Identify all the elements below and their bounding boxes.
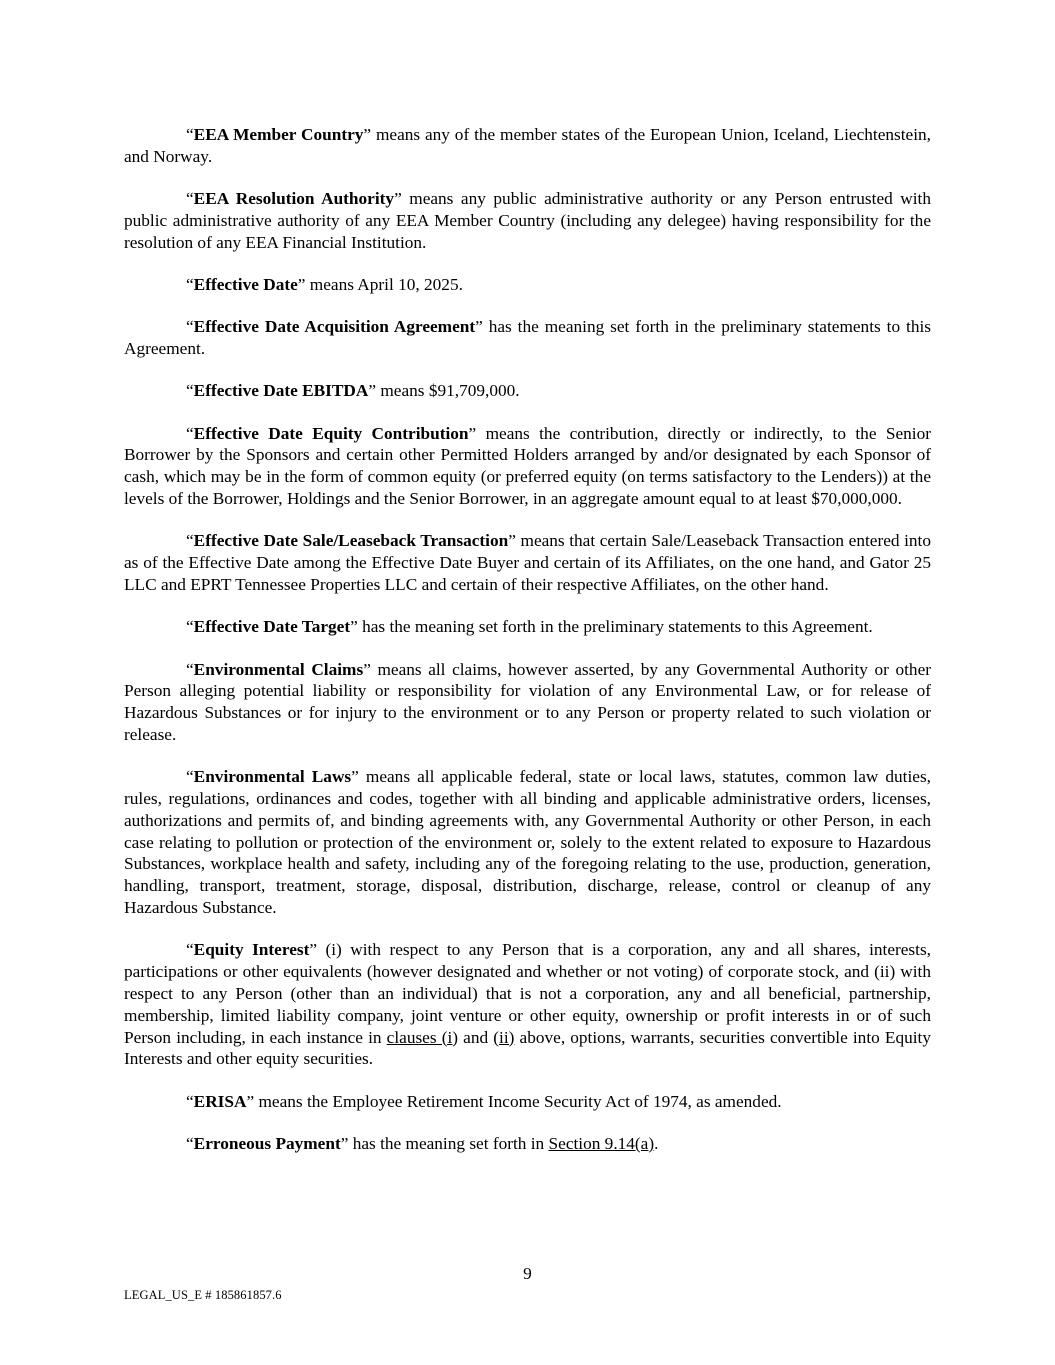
definition-text: means any public administrative authority or any Person entrusted with public administrative authority of any EEA Member Country (including any delegee) having responsibility for the resolution of any EEA Financial Institution. [124,189,931,252]
definition-erroneous-payment [124,1133,931,1155]
definition-effective-date-acquisition-agreement [124,316,931,360]
open-quote: “ [186,274,194,294]
close-quote: ” [246,1091,255,1111]
defined-term: Effective Date Equity Contribution [193,423,469,443]
definition-text: means the Employee Retirement Income Security Act of 1974, as amended. [254,1091,782,1111]
close-quote: ” [363,125,372,144]
defined-term: Environmental Laws [193,767,352,787]
close-quote: ” [350,617,358,637]
definition-text: above, options, warrants, securities convertible into Equity Interests and other equity securities. [124,1027,931,1069]
definition-effective-date-sale-leaseback-transaction [124,530,931,595]
defined-term: Environmental Claims [193,659,364,679]
open-quote: “ [186,189,194,209]
close-quote: ” [475,317,483,337]
defined-term: Erroneous Payment [193,1133,341,1153]
defined-term: Effective Date Acquisition Agreement [193,317,476,337]
definition-effective-date [124,274,931,296]
defined-term: Effective Date Sale/Leaseback Transaction [193,531,509,551]
definition-text: has the meaning set forth in the preliminary statements to this Agreement. [124,317,931,359]
definition-eea-resolution-authority [124,188,931,253]
defined-term: EEA Member Country [193,125,364,144]
close-quote: ” [368,381,377,401]
definition-text: means all applicable federal, state or local laws, statutes, common law duties, rules, regulations, ordinances and codes, together with all binding and applicable administrative orders, licenses, authorizations and permits of, and binding agreements with, any Governmental Authority or other Person, in each case relating to pollution or protection of the environment or, solely to the extent related to exposure to Hazardous Substances, workplace health and safety, including any of the foregoing relating to the use, production, generation, handling, transport, treatment, storage, disposal, distribution, discharge, release, control or cleanup of any Hazardous Substance. [124,767,931,918]
definition-text: means $91,709,000. [376,381,520,401]
defined-term: Equity Interest [193,940,310,960]
defined-term: ERISA [193,1091,247,1111]
definition-text: . [654,1133,659,1153]
definition-text: has the meaning set forth in [348,1133,549,1153]
open-quote: “ [186,617,194,637]
open-quote: “ [186,1133,194,1153]
definition-equity-interest [124,939,931,1070]
close-quote: ” [297,274,306,294]
open-quote: “ [186,1091,194,1111]
definitions-section [124,124,931,1175]
definition-effective-date-ebitda [124,380,931,402]
clause-reference-link[interactable]: clauses (i) [386,1027,459,1047]
close-quote: ” [468,423,477,443]
definition-eea-member-country [124,124,931,168]
definition-text: means any of the member states of the European Union, Iceland, Liechtenstein, and Norway. [124,125,931,166]
defined-term: Effective Date [193,274,298,294]
definition-text: means the contribution, directly or indirectly, to the Senior Borrower by the Sponsors and certain other Permitted Holders arranged by and/or designated by each Sponsor of cash, which may be in the form of common equity (or preferred equity (on terms satisfactory to the Lenders)) at the levels of the Borrower, Holdings and the Senior Borrower, in an aggregate amount equal to at least $70,000,000. [124,423,931,509]
open-quote: “ [186,531,194,551]
definition-text: means all claims, however asserted, by any Governmental Authority or other Person alleging potential liability or responsibility for violation of any Environmental Law, or for release of Hazardous Substances or for injury to the environment or to any Person or property related to such violation or release. [124,659,931,744]
close-quote: ” [363,659,371,679]
section-reference-link[interactable]: Section 9.14(a) [548,1133,655,1153]
page-number: 9 [523,1264,532,1283]
definition-text: (i) with respect to any Person that is a corporation, any and all shares, interests, participations or other equivalents (however designated and whether or not voting) of corporate stock, and (ii) with respect to any Person (other than an individual) that is not a corporation, any and all beneficial, partnership, membership, limited liability company, joint venture or other equity, ownership or profit interests in or of such Person including, in each instance in [124,940,931,1047]
close-quote: ” [340,1133,349,1153]
close-quote: ” [394,189,402,209]
definition-environmental-laws [124,766,931,919]
open-quote: “ [186,767,194,787]
definition-text: means April 10, 2025. [305,274,463,294]
definition-text: and [458,1027,494,1047]
definition-text: means that certain Sale/Leaseback Transaction entered into as of the Effective Date among the Effective Date Buyer and certain of its Affiliates, on the one hand, and Gator 25 LLC and EPRT Tennessee Properties LLC and certain of their respective Affiliates, on the other hand. [124,531,931,594]
open-quote: “ [186,940,194,960]
open-quote: “ [186,381,194,401]
defined-term: Effective Date EBITDA [193,381,369,401]
defined-term: EEA Resolution Authority [193,189,395,209]
definition-environmental-claims [124,659,931,746]
open-quote: “ [186,317,194,337]
open-quote: “ [186,125,194,144]
close-quote: ” [508,531,516,551]
document-id: LEGAL_US_E # 185861857.6 [124,1288,282,1302]
open-quote: “ [186,423,194,443]
close-quote: ” [351,767,359,787]
definition-erisa [124,1091,931,1113]
defined-term: Effective Date Target [193,617,351,637]
clause-reference-link[interactable]: (ii) [493,1027,515,1047]
open-quote: “ [186,659,194,679]
definition-effective-date-equity-contribution [124,423,931,510]
definition-text: has the meaning set forth in the preliminary statements to this Agreement. [357,617,873,637]
definition-effective-date-target [124,616,931,638]
close-quote: ” [309,940,318,960]
